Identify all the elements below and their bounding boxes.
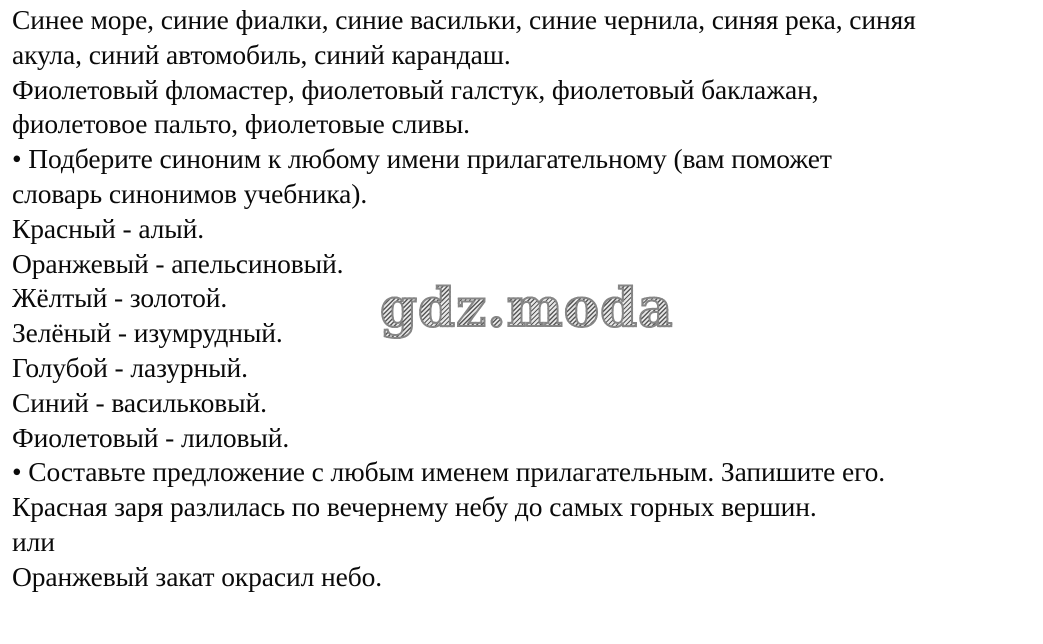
synonym-line: Красный - алый. <box>12 212 205 244</box>
synonym-line: Зелёный - изумрудный. <box>12 317 283 349</box>
answer-line: Красная заря разлилась по вечернему небу до самых горных вершин. <box>12 491 817 523</box>
text-line: словарь синонимов учебника). <box>12 177 368 209</box>
text-line: Синее море, синие фиалки, синие васильки, синие чернила, синяя река, синяя <box>12 4 916 35</box>
text-line: фиолетовое пальто, фиолетовые сливы. <box>12 108 470 140</box>
watermark-logo: gdz.moda <box>380 277 674 339</box>
synonym-line: Голубой - лазурный. <box>12 351 248 383</box>
text-line: акула, синий автомобиль, синий карандаш. <box>12 38 511 70</box>
task-bullet-line: • Подберите синоним к любому имени прилагательному (вам поможет <box>12 143 832 175</box>
synonym-line: Фиолетовый - лиловый. <box>12 421 290 453</box>
synonym-line: Оранжевый - апельсиновый. <box>12 247 344 279</box>
synonym-line: Синий - васильковый. <box>12 386 267 418</box>
task-bullet-line: • Составьте предложение с любым именем прилагательным. Запишите его. <box>12 456 886 488</box>
answer-line: или <box>12 525 55 557</box>
answer-line: Оранжевый закат окрасил небо. <box>12 560 383 592</box>
text-line: Фиолетовый фломастер, фиолетовый галстук, фиолетовый баклажан, <box>12 73 819 105</box>
synonym-line: Жёлтый - золотой. <box>12 282 228 314</box>
